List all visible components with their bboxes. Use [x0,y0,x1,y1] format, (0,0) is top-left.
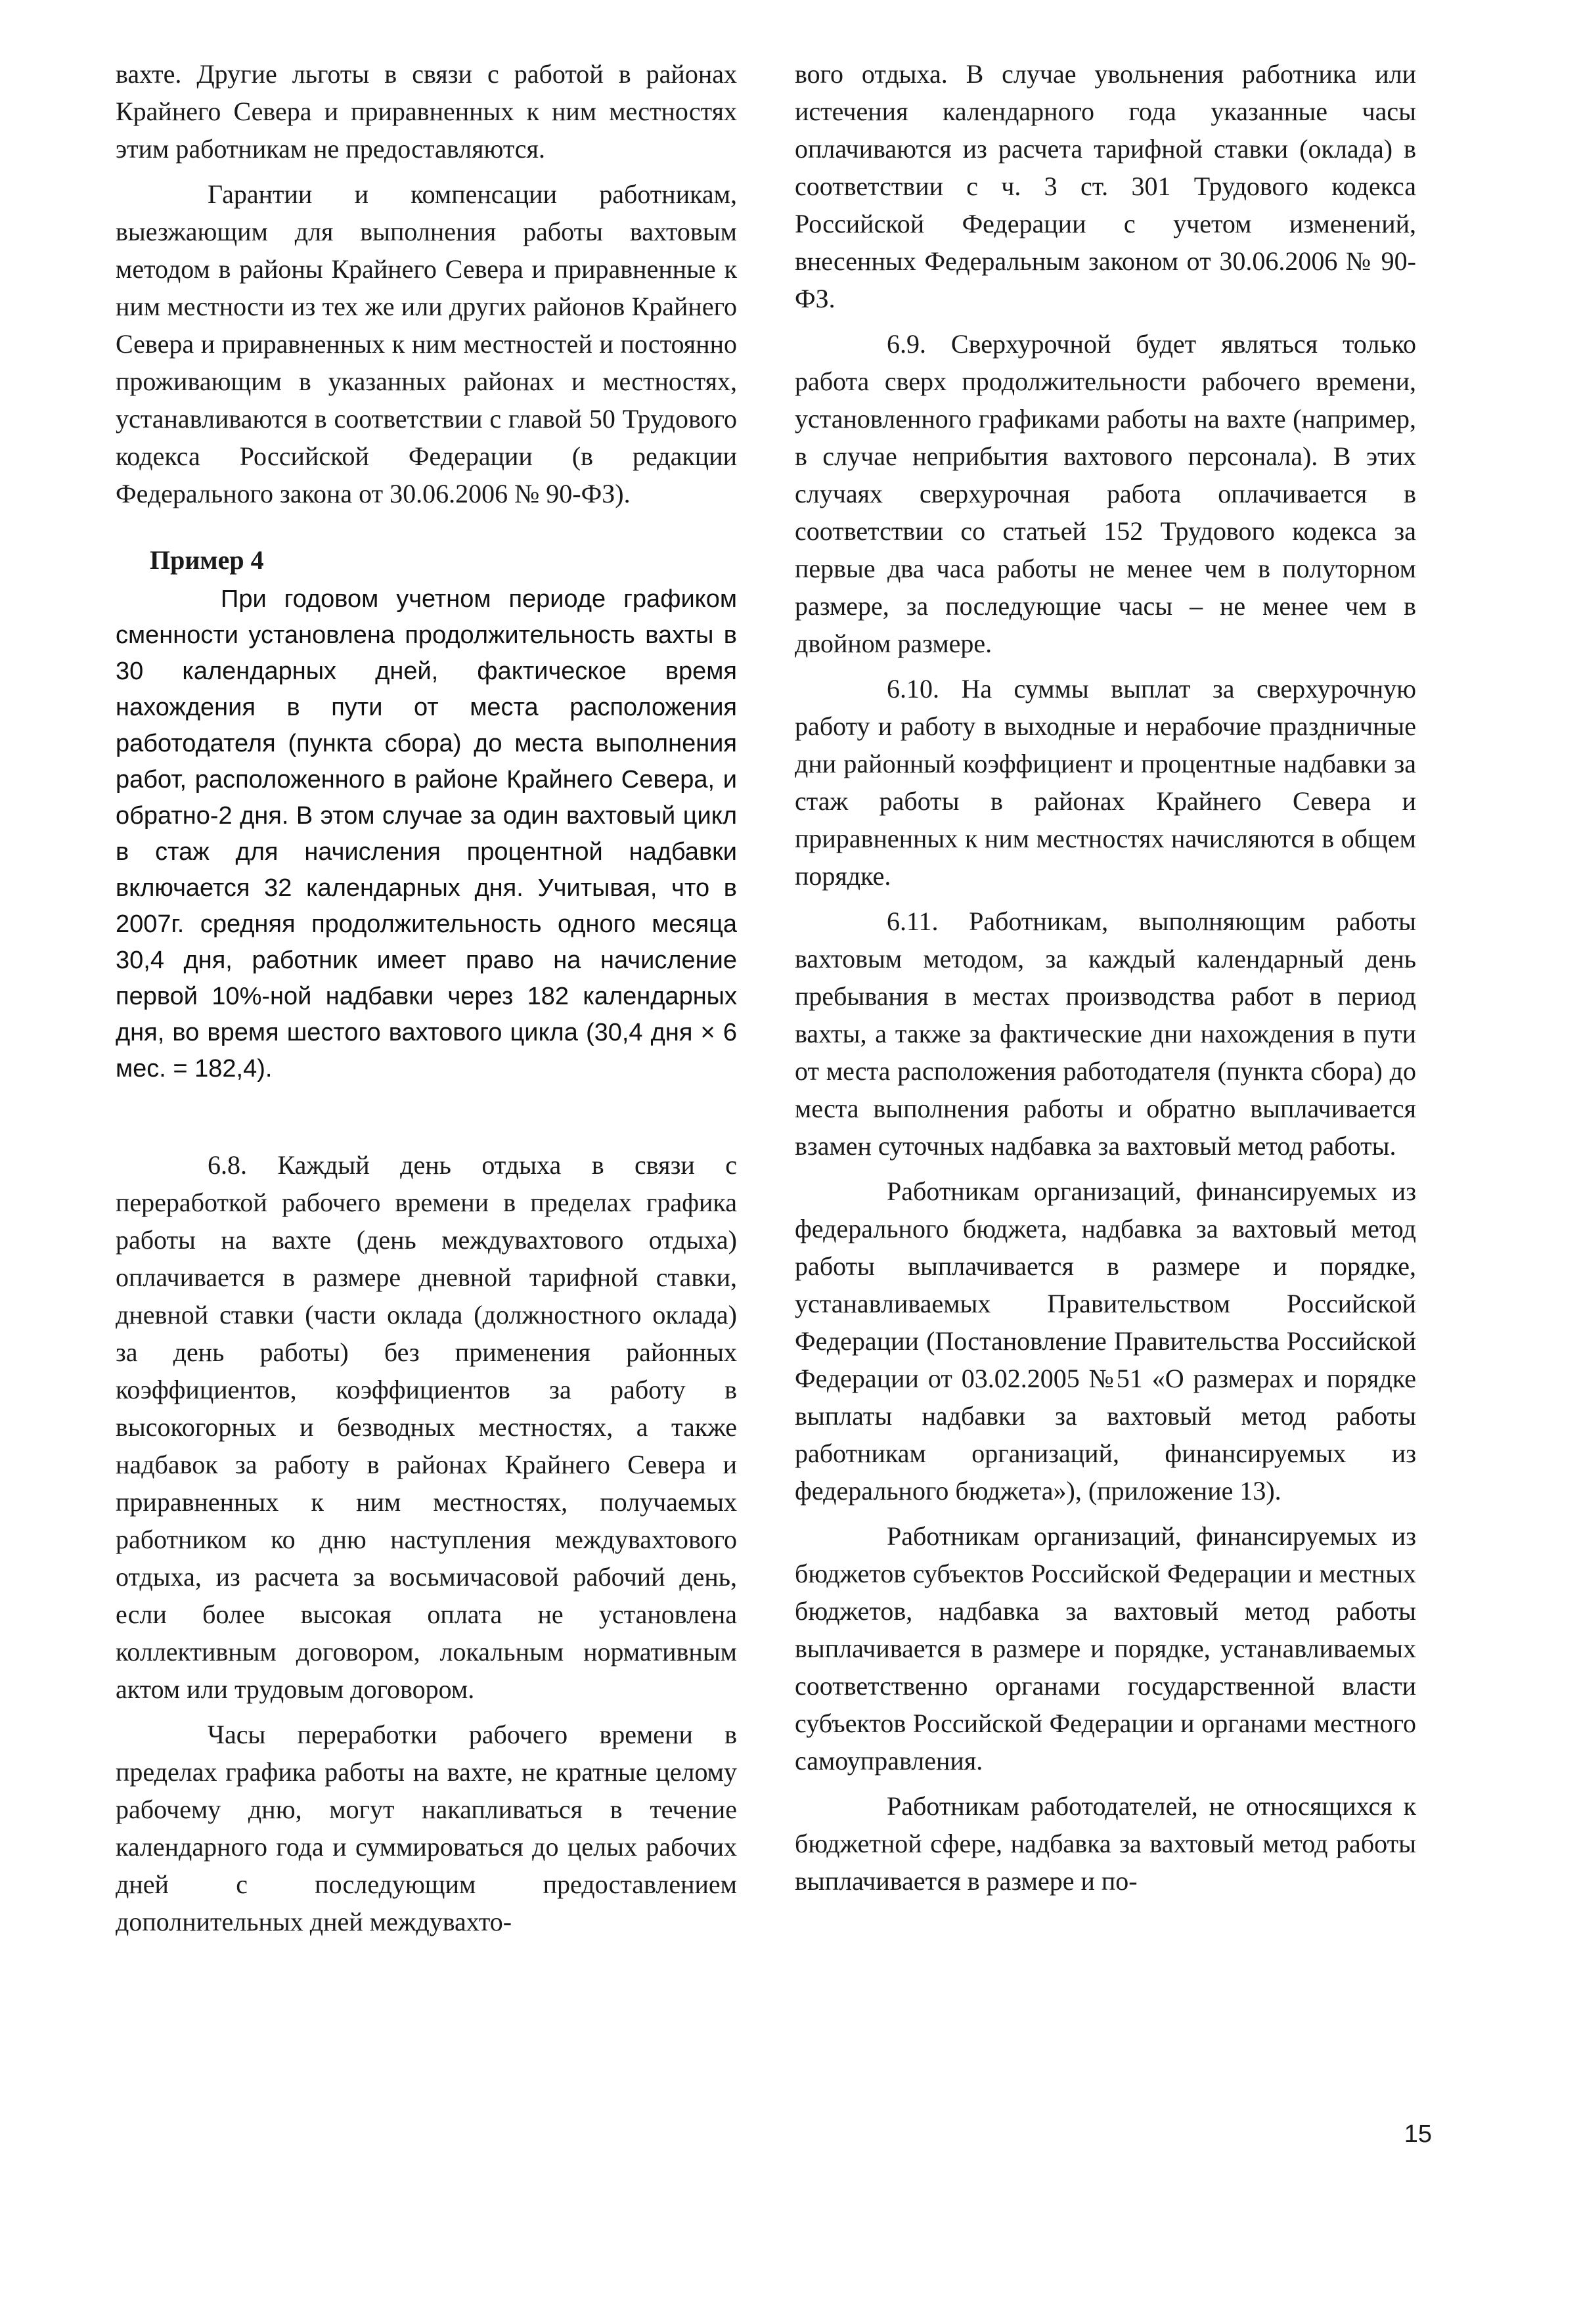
example-4-text: При годовом учетном периоде графиком сменности установлена продолжительность вахты в 30 календарных дней, фактическое время нахождения в пути от места расположения работодателя (пункта сбора) до места выполнения работ, расположенного в районе Крайнего Севера, и обратно-2 дня. В этом случае за один вахтовый цикл в стаж для начисления процентной надбавки включается 32 календарных дня. Учитывая, что в 2007г. средняя продолжительность одного месяца 30,4 дня, работник имеет право на начисление первой 10%-ной надбавки через 182 календарных дня, во время шестого вахтового цикла (30,4 дня × 6 мес. = 182,4). [116,585,737,1083]
paragraph-regional-budget: Работникам организаций, финансируемых из бюджетов субъектов Российской Федерации и местных бюджетов, надбавка за вахтовый метод работы выплачивается в размере и порядке, устанавливаемых соответственно органами государственной власти субъектов Российской Федерации и органами местного самоуправления. [795,1521,1416,1776]
right-column [795,55,1416,1900]
paragraph-6-10: 6.10. На суммы выплат за сверхурочную работу и работу в выходные и нерабочие праздничные дни районный коэффициент и процентные надбавки за стаж работы в районах Крайнего Севера и приравненных к ним местностях начисляются в общем порядке. [795,674,1416,891]
left-column [116,55,737,1940]
paragraph-guarantees: Гарантии и компенсации работникам, выезжающим для выполнения работы вахтовым методом в районы Крайнего Севера и приравненные к ним местности из тех же или других районов Крайнего Севера и приравненных к ним местностей и постоянно проживающим в указанных районах и местностях, устанавливаются в соответствии с главой 50 Трудового кодекса Российской Федерации (в редакции Федерального закона от 30.06.2006 № 90-ФЗ). [116,179,737,508]
paragraph-overtime-hours: Часы переработки рабочего времени в пределах графика работы на вахте, не кратные целому рабочему дню, могут накапливаться в течение календарного года и суммироваться до целых рабочих дней с последующим предоставлением дополнительных дней междувахто- [116,1720,737,1936]
paragraph-federal-budget: Работникам организаций, финансируемых из федерального бюджета, надбавка за вахтовый метод работы выплачивается в размере и порядке, устанавливаемых Правительством Российской Федерации (Постановление Правительства Российской Федерации от 03.02.2005 №51 «О размерах и порядке выплаты надбавки за вахтовый метод работы работникам организаций, финансируемых из федерального бюджета»), (приложение 13). [795,1176,1416,1506]
paragraph-6-11: 6.11. Работникам, выполняющим работы вахтовым методом, за каждый календарный день пребывания в местах производства работ в период вахты, а также за фактические дни нахождения в пути от места расположения работодателя (пункта сбора) до места выполнения работы и обратно выплачивается взамен суточных надбавка за вахтовый метод работы. [795,906,1416,1161]
paragraph-benefits-end: вахте. Другие льготы в связи с работой в районах Крайнего Севера и приравненных к ним местностях этим работникам не предоставляются. [116,59,737,164]
page-number: 15 [1404,2120,1432,2148]
example-4-title: Пример 4 [150,545,264,575]
paragraph-6-8: 6.8. Каждый день отдыха в связи с переработкой рабочего времени в пределах графика работы на вахте (день междувахтового отдыха) оплачивается в размере дневной тарифной ставки, дневной ставки (части оклада (должностного оклада) за день работы) без применения районных коэффициентов, коэффициентов за работу в высокогорных и безводных местностях, а также надбавок за работу в районах Крайнего Севера и приравненных к ним местностях, получаемых работником ко дню наступления междувахтового отдыха, из расчета за восьмичасовой рабочий день, если более высокая оплата не установлена коллективным договором, локальным нормативным актом или трудовым договором. [116,1150,737,1704]
paragraph-non-budget: Работникам работодателей, не относящихся к бюджетной сфере, надбавка за вахтовый метод работы выплачивается в размере и по- [795,1791,1416,1896]
paragraph-6-9: 6.9. Сверхурочной будет являться только работа сверх продолжительности рабочего времени, установленного графиками работы на вахте (например, в случае неприбытия вахтового персонала). В этих случаях сверхурочная работа оплачивается в соответствии со статьей 152 Трудового кодекса за первые два часа работы не менее чем в полуторном размере, за последующие часы – не менее чем в двойном размере. [795,329,1416,658]
paragraph-continuation: вого отдыха. В случае увольнения работника или истечения календарного года указанные часы оплачиваются из расчета тарифной ставки (оклада) в соответствии с ч. 3 ст. 301 Трудового кодекса Российской Федерации с учетом изменений, внесенных Федеральным законом от 30.06.2006 № 90-ФЗ. [795,59,1416,313]
